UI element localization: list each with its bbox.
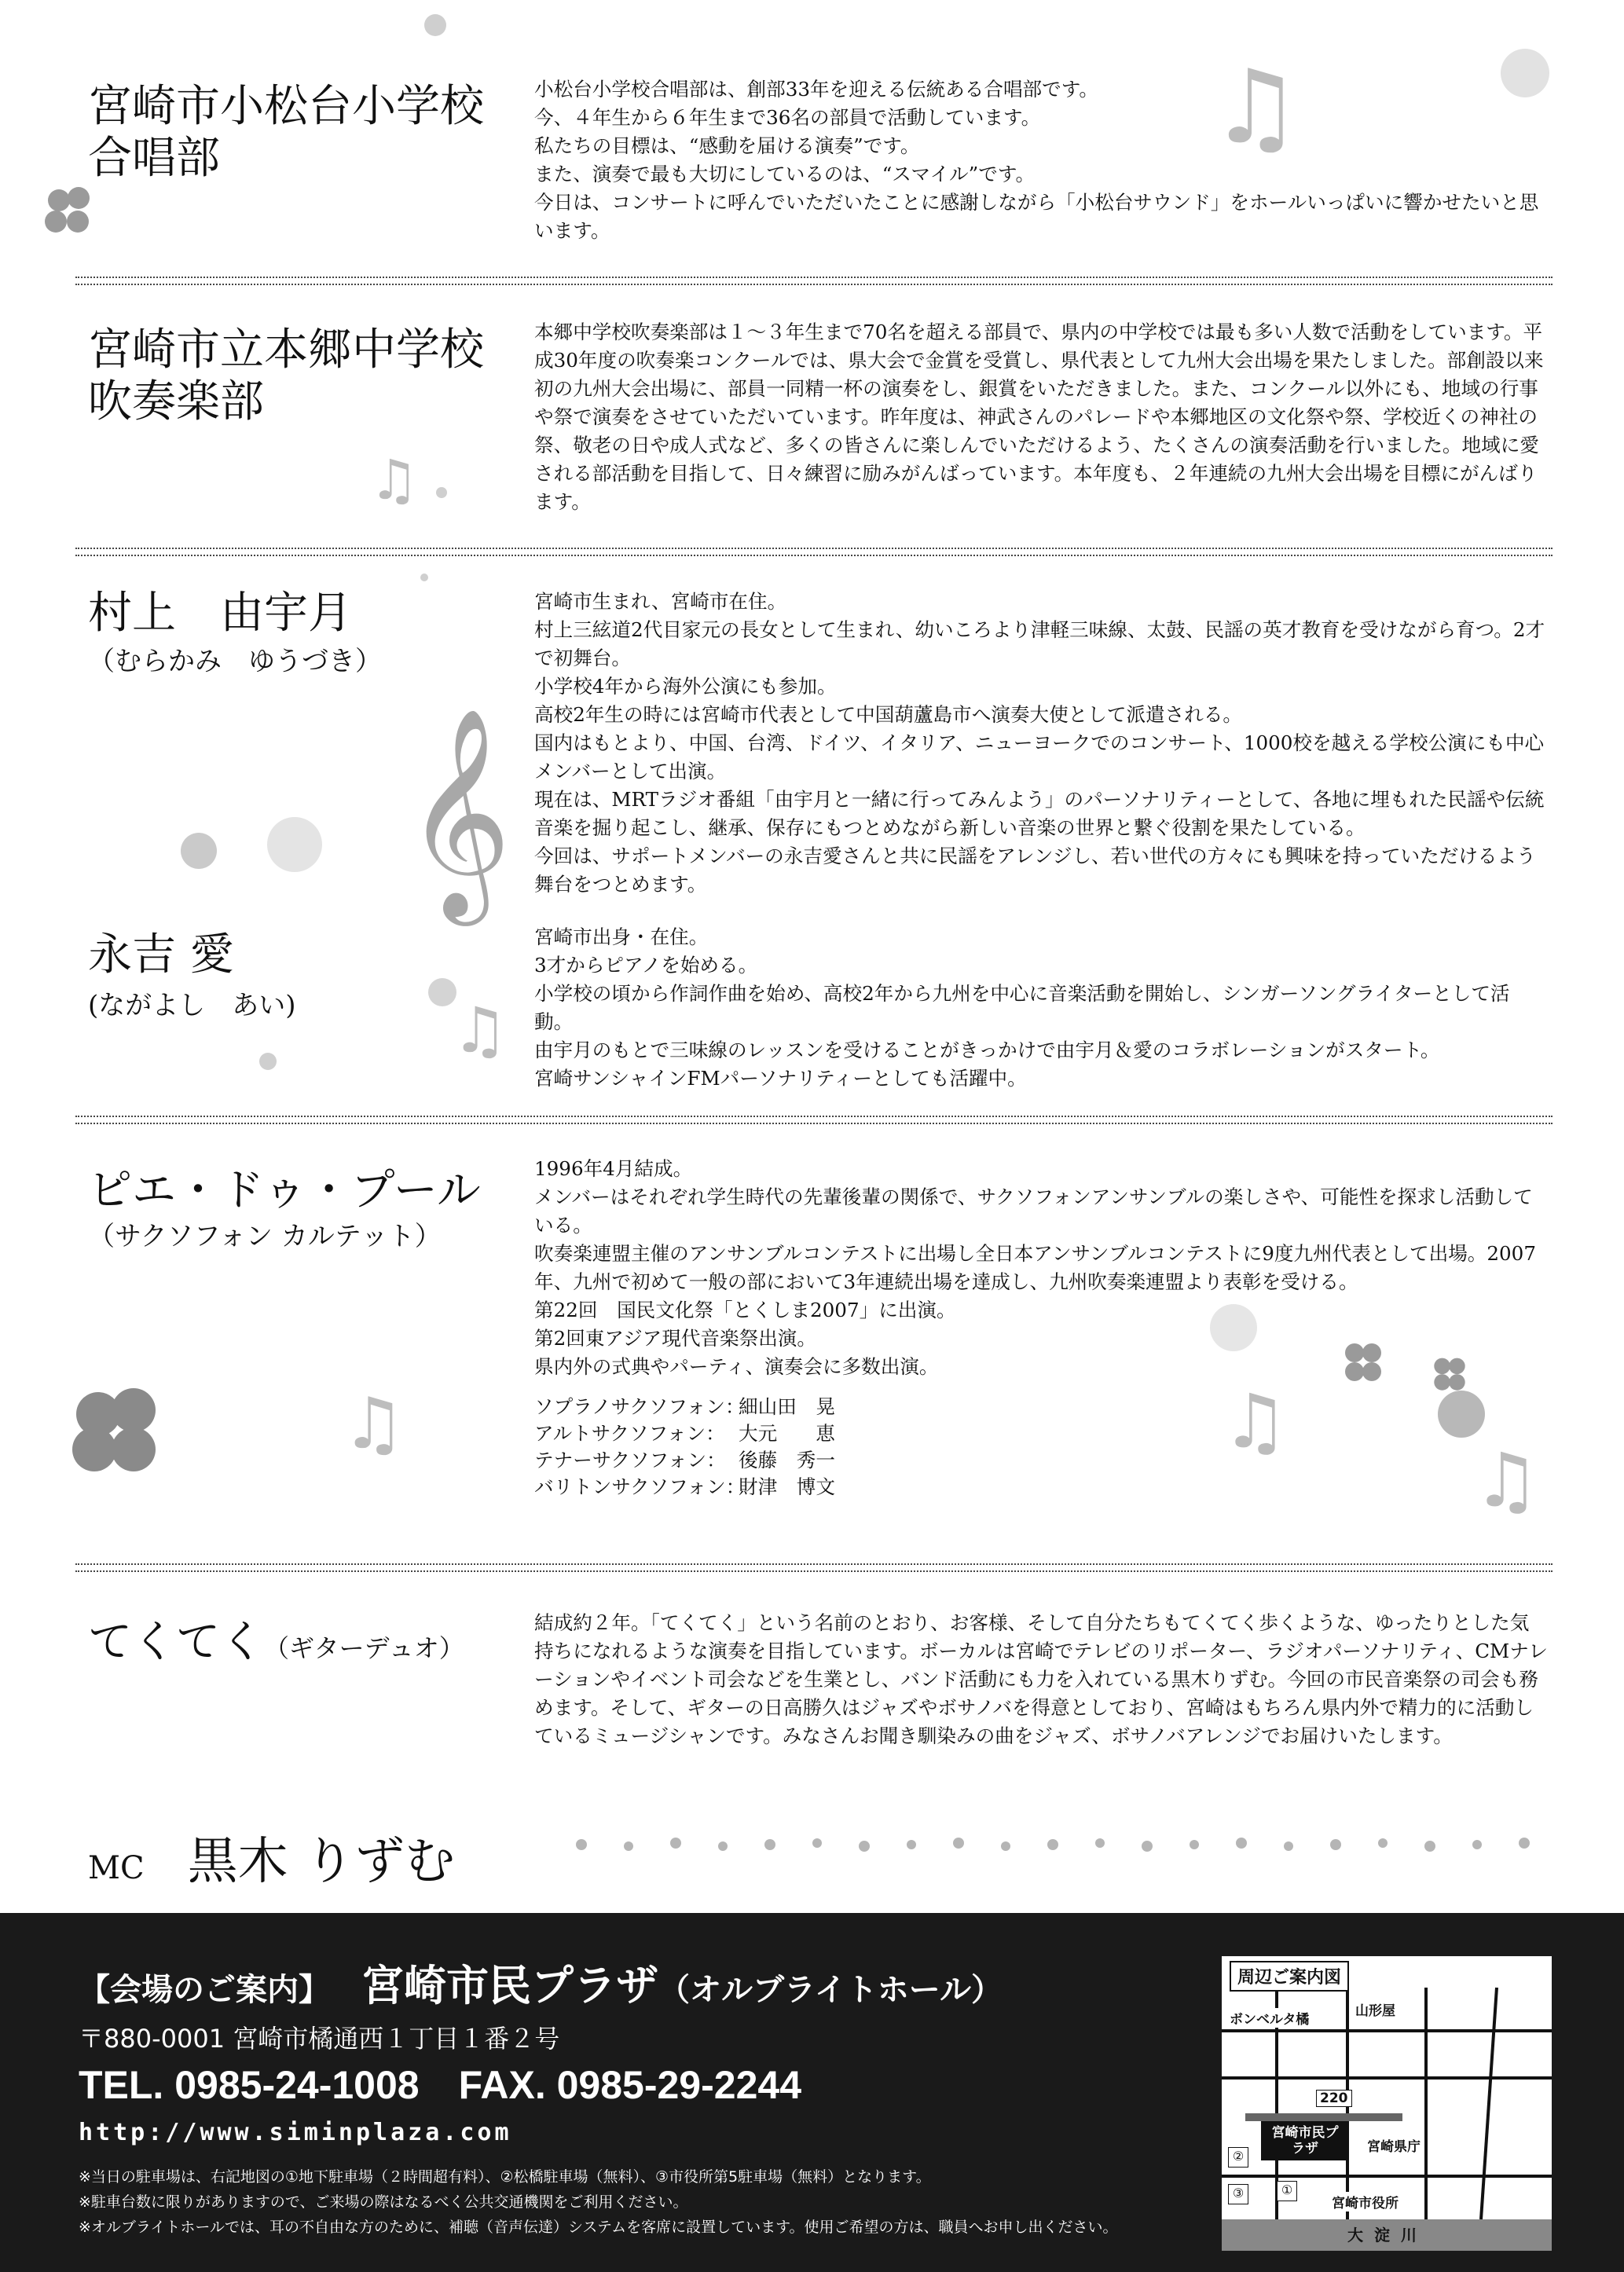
group-description — [534, 1155, 1548, 1381]
flower-icon — [59, 1383, 177, 1485]
decor-circle — [267, 817, 322, 872]
venue-fax: FAX. 0985-29-2244 — [458, 2063, 801, 2107]
member-role: アルトサクソフォン： — [534, 1422, 725, 1445]
group-description — [534, 1609, 1548, 1750]
mc-block — [88, 1821, 455, 1893]
map-label: 宮崎県庁 — [1367, 2135, 1421, 2155]
desc-line: 国内はもとより、中国、台湾、ドイツ、イタリア、ニューヨークでのコンサート、1000校を越える学校公演にも中心メンバーとして出演。 — [534, 731, 1545, 782]
desc-line: 現在は、MRTラジオ番組「由宇月と一緒に行ってみんよう」のパーソナリティーとして、各地に埋もれた民謡や伝統音楽を掘り起こし、継承、保存にもつとめながら新しい音楽の世界と繋ぐ役割を果たしている。 — [534, 788, 1545, 839]
artist-reading: （むらかみ ゆうづき） — [88, 646, 382, 677]
artist-name: 永吉 愛 — [88, 929, 234, 980]
decor-circle — [420, 573, 428, 581]
desc-line: 結成約２年。「てくてく」という名前のとおり、お客様、そして自分たちもてくてく歩くような、ゆったりとした気持ちになれるような演奏を目指しています。ボーカルは宮崎でテレビのリポーター、ラジオパーソナリティ、CMナレーションやイベント司会などを生業とし、バンド活動にも力を入れている黒木りずむ。今回の市民音楽祭の司会も務めます。そして、ギターの日高勝久はジャズやボサノバを得意としており、宮崎はもちろん県内外で精力的に活動しているミュージシャンです。みなさんお聞き馴染みの曲をジャズ、ボサノバアレンジでお届けいたします。 — [534, 1611, 1548, 1747]
section-divider — [75, 277, 1553, 285]
desc-line: 宮崎市出身・在住。 — [534, 925, 709, 948]
desc-line: 宮崎サンシャインFMパーソナリティーとしても活躍中。 — [534, 1067, 1027, 1090]
map-plaza-label: 宮崎市民プラザ — [1271, 2125, 1339, 2157]
map-title: 周辺ご案内図 — [1230, 1961, 1349, 1992]
decor-circle — [181, 833, 217, 869]
section-divider — [75, 1116, 1553, 1124]
venue-footer — [0, 1913, 1624, 2272]
desc-line: 3才からピアノを始める。 — [534, 954, 758, 977]
music-note-icon: ♫ — [452, 994, 508, 1067]
group-name-main: てくてく — [88, 1617, 264, 1668]
map-label: 宮崎市役所 — [1332, 2192, 1399, 2212]
treble-clef-icon: 𝄞 — [405, 707, 511, 917]
mc-name: 黒木 りずむ — [187, 1833, 455, 1891]
desc-line: 小学校4年から海外公演にも参加。 — [534, 675, 837, 698]
desc-line: 小学校の頃から作詞作曲を始め、高校2年から九州を中心に音楽活動を開始し、シンガーソングライターとして活動。 — [534, 982, 1510, 1033]
group-name: ピエ・ドゥ・プール — [88, 1165, 481, 1216]
note-line: ※オルブライトホールでは、耳の不自由な方のために、補聴（音声伝達）システムを客席に設置しています。使用ご希望の方は、職員へお申し出ください。 — [79, 2219, 1118, 2236]
venue-url[interactable]: http://www.siminplaza.com — [79, 2119, 512, 2146]
desc-line: 今日は、コンサートに呼んでいただいたことに感謝しながら「小松台サウンド」をホールいっぱいに響かせたいと思います。 — [534, 191, 1539, 242]
artist-description — [534, 588, 1548, 899]
group-name — [88, 1614, 464, 1677]
map-marker: ③ — [1228, 2184, 1248, 2204]
venue-subname: （オルブライトホール） — [658, 1972, 1003, 2008]
music-note-icon: ♫ — [1210, 47, 1302, 167]
group-description — [534, 318, 1548, 516]
desc-line: 今、４年生から６年生まで36名の部員で活動しています。 — [534, 106, 1041, 129]
member-name: 後藤 秀一 — [739, 1449, 835, 1471]
group-name: 宮崎市小松台小学校 — [88, 81, 484, 132]
venue-label: 【会場のご案内】 — [79, 1972, 330, 2008]
desc-line: 小松台小学校合唱部は、創部33年を迎える伝統ある合唱部です。 — [534, 78, 1098, 101]
desc-line: 第22回 国民文化祭「とくしま2007」に出演。 — [534, 1299, 956, 1321]
map-river — [1222, 2219, 1552, 2251]
desc-line: 由宇月のもとで三味線のレッスンを受けることがきっかけで由宇月＆愛のコラボレーションがスタート。 — [534, 1039, 1440, 1061]
music-note-icon: ♫ — [1473, 1438, 1541, 1524]
group-name: 宮崎市立本郷中学校 — [88, 324, 484, 376]
member-role: テナーサクソフォン： — [534, 1449, 726, 1471]
desc-line: 今回は、サポートメンバーの永吉愛さんと共に民謡をアレンジし、若い世代の方々にも興味を持っていただけるよう舞台をつとめます。 — [534, 845, 1536, 896]
member-row — [534, 1394, 835, 1420]
desc-line: 高校2年生の時には宮崎市代表として中国葫蘆島市へ演奏大使として派遣される。 — [534, 703, 1243, 726]
decor-circle — [436, 487, 447, 498]
member-name: 大元 恵 — [739, 1422, 835, 1445]
map-label: 山形屋 — [1355, 1999, 1395, 2019]
map-label: ボンベルタ橘 — [1230, 2008, 1309, 2028]
member-row — [534, 1474, 835, 1501]
member-name: 財津 博文 — [739, 1475, 835, 1498]
mc-label: MC — [88, 1850, 145, 1886]
venue-address: 〒880-0001 宮崎市橘通西１丁目１番２号 — [79, 2024, 560, 2054]
map-river-label: 大淀川 — [1347, 2226, 1428, 2245]
music-note-icon: ♫ — [342, 1383, 405, 1465]
map-marker: ① — [1277, 2181, 1297, 2201]
member-list — [534, 1394, 835, 1501]
desc-line: 村上三絃道2代目家元の長女として生まれ、幼いころより津軽三味線、太鼓、民謡の英才教育を受けながら育つ。2才で初舞台。 — [534, 618, 1545, 669]
desc-line: 第2回東アジア現代音楽祭出演。 — [534, 1327, 816, 1350]
venue-heading — [79, 1952, 1003, 2013]
group-name-suffix: （ギターデュオ） — [264, 1633, 464, 1663]
dot-border — [566, 1829, 1548, 1860]
venue-tel: TEL. 0985-24-1008 — [79, 2063, 420, 2107]
venue-name: 宮崎市民プラザ — [361, 1961, 658, 2010]
music-note-icon: ♫ — [369, 448, 419, 512]
member-row — [534, 1447, 835, 1474]
artist-name: 村上 由宇月 — [88, 588, 352, 639]
area-map — [1222, 1956, 1552, 2251]
desc-line: 本郷中学校吹奏楽部は１～３年生まで70名を超える部員で、県内の中学校では最も多い人数で活動をしています。平成30年度の吹奏楽コンクールでは、県大会で金賞を受賞し、県代表として九州大会出場を果たしました。部創設以来初の九州大会出場に、部員一同精一杯の演奏をし、銀賞をいただきました。また、コンクール以外にも、地域の行事や祭で演奏をさせていただいています。昨年度は、神武さんのパレードや本郷地区の文化祭や祭、学校近くの神社の祭、敬老の日や成人式など、多くの皆さんに楽しんでいただけるよう、たくさんの演奏活動を行いました。地域に愛される部活動を目指して、日々練習に励みがんばっています。本年度も、２年連続の九州大会出場を目標にがんばります。 — [534, 321, 1544, 513]
member-role: バリトンサクソフォン： — [534, 1475, 746, 1498]
venue-contact — [79, 2062, 801, 2108]
group-name-line2: 吹奏楽部 — [88, 376, 264, 427]
group-reading: （サクソフォン カルテット） — [88, 1221, 442, 1252]
member-name: 細山田 晃 — [739, 1395, 835, 1418]
desc-line: 宮崎市生まれ、宮崎市在住。 — [534, 590, 787, 613]
map-route-label: 220 — [1316, 2090, 1352, 2107]
desc-line: 県内外の式典やパーティ、演奏会に多数出演。 — [534, 1355, 939, 1378]
desc-line: また、演奏で最も大切にしているのは、“スマイル”です。 — [534, 163, 1036, 185]
group-name-line2: 合唱部 — [88, 133, 220, 184]
decor-circle — [424, 14, 446, 36]
desc-line: 吹奏楽連盟主催のアンサンブルコンテストに出場し全日本アンサンブルコンテストに9度九州代表として出場。2007年、九州で初めて一般の部において3年連続出場を達成し、九州吹奏楽連盟より表彰を受ける。 — [534, 1242, 1536, 1293]
member-row — [534, 1420, 835, 1447]
member-role: ソプラノサクソフォン： — [534, 1395, 745, 1418]
section-divider — [75, 548, 1553, 556]
flower-icon — [35, 181, 106, 244]
decor-circle — [259, 1053, 277, 1070]
desc-line: メンバーはそれぞれ学生時代の先輩後輩の関係で、サクソフォンアンサンブルの楽しさや、可能性を探求し活動している。 — [534, 1185, 1533, 1237]
desc-line: 私たちの目標は、“感動を届ける演奏”です。 — [534, 134, 920, 157]
map-marker: ② — [1228, 2147, 1248, 2168]
note-line: ※駐車台数に限りがありますので、ご来場の際はなるべく公共交通機関をご利用ください。 — [79, 2193, 688, 2211]
section-divider — [75, 1563, 1553, 1572]
artist-reading: (ながよし あい) — [88, 990, 296, 1021]
venue-notes — [79, 2164, 1118, 2240]
group-description — [534, 75, 1548, 245]
music-note-icon: ♫ — [1222, 1379, 1289, 1465]
artist-description — [534, 923, 1548, 1093]
desc-line: 1996年4月結成。 — [534, 1157, 693, 1180]
note-line: ※当日の駐車場は、右記地図の①地下駐車場（２時間超有料）、②松橋駐車場（無料）、③市役所第5駐車場（無料）となります。 — [79, 2168, 931, 2186]
